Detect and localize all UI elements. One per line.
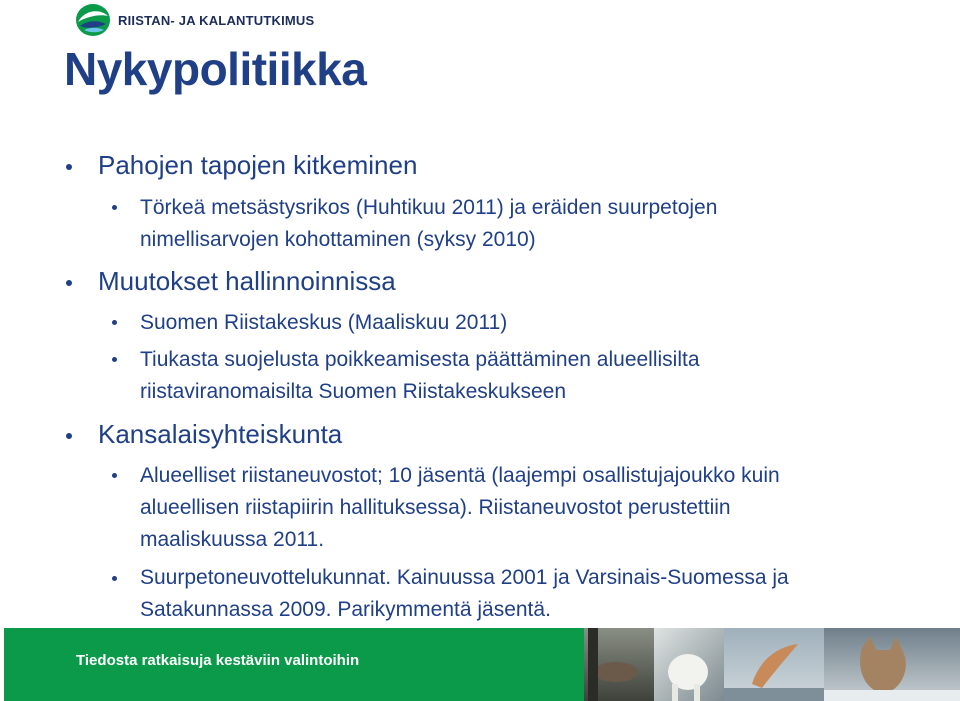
list-item-line: Suomen Riistakeskus (Maaliskuu 2011) [140,311,508,334]
section-heading: Pahojen tapojen kitkeminen [98,150,418,180]
wildlife-photo-strip [584,628,960,701]
bullet-icon [112,205,117,210]
bullet-icon [112,473,117,478]
list-item [140,344,930,408]
list-item [140,192,930,256]
bullet-icon [112,320,117,325]
salmon-jump-photo [724,628,824,701]
list-item-line: Alueelliset riistaneuvostot; 10 jäsentä (laajempi osallistujajoukko kuin [140,464,780,487]
bullet-icon [112,357,117,362]
list-item-line: riistaviranomaisilta Suomen Riistakeskukseen [140,380,567,403]
list-item-line: Satakunnassa 2009. Parikymmentä jäsentä. [140,598,551,621]
bullet-icon [66,164,72,170]
bullet-icon [112,576,117,581]
list-item-line: Suurpetoneuvottelukunnat. Kainuussa 2001 ja Varsinais-Suomessa ja [140,566,789,589]
list-item-line: nimellisarvojen kohottaminen (syksy 2010) [140,228,536,251]
list-item [140,562,930,626]
section-heading: Muutokset hallinnoinnissa [98,266,396,296]
list-item-line: Tiukasta suojelusta poikkeamisesta päättäminen alueellisilta [140,348,700,371]
lynx-photo [824,628,960,701]
fish-in-hand-photo [584,628,654,701]
bullet-icon [66,280,72,286]
list-item [140,307,930,339]
list-item-line: maaliskuussa 2011. [140,528,325,551]
reindeer-photo [654,628,724,701]
list-item-line: alueellisen riistapiirin hallituksessa). Riistaneuvostot perustettiin [140,496,731,519]
slide-title: Nykypolitiikka [64,43,367,95]
footer-tagline: Tiedosta ratkaisuja kestäviin valintoihin [76,652,360,669]
footer [0,628,960,701]
logo-text: RIISTAN- JA KALANTUTKIMUS [118,12,315,28]
section-heading: Kansalaisyhteiskunta [98,419,343,449]
list-item [140,460,930,556]
fish-bird-logo-icon [74,2,112,38]
bullet-icon [66,433,72,439]
list-item-line: Törkeä metsästysrikos (Huhtikuu 2011) ja eräiden suurpetojen [140,196,718,219]
brand-logo [74,2,314,38]
